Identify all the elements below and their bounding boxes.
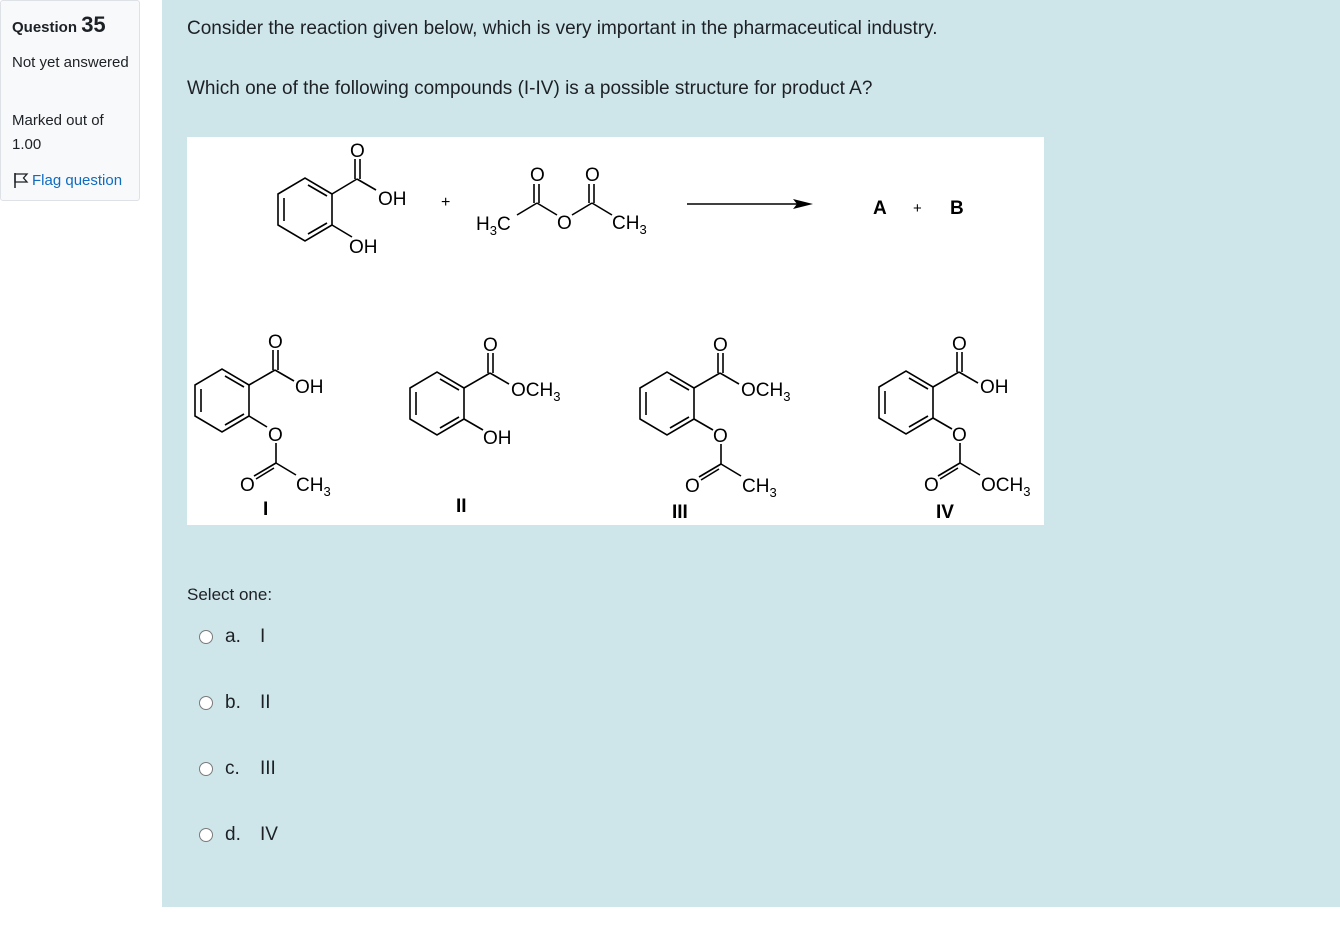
ciii-ester-o: O: [713, 426, 728, 447]
r2-o-right: O: [585, 165, 600, 186]
r2-ch3: $CH_3$: [612, 213, 647, 237]
cii-och3: $OCH_3$: [511, 380, 561, 404]
radio-option-c[interactable]: [199, 762, 213, 776]
compound-label-iv: IV: [936, 502, 954, 523]
option-c-letter: c.: [225, 758, 240, 779]
salicylic-acid-structure: [278, 159, 376, 241]
radio-option-a[interactable]: [199, 630, 213, 644]
reactant-plus: +: [441, 194, 451, 211]
ci-ch3: $CH_3$: [296, 475, 331, 499]
option-b-text: II: [260, 692, 271, 713]
option-a-letter: a.: [225, 626, 241, 647]
ciii-och3: $OCH_3$: [741, 380, 791, 404]
option-c-text: III: [260, 758, 276, 779]
r2-o-left: O: [530, 165, 545, 186]
ci-carbonyl-o: O: [268, 332, 283, 353]
compound-label-iii: III: [672, 502, 688, 523]
ci-ester-o: O: [268, 425, 283, 446]
question-state: Not yet answered: [12, 54, 129, 71]
option-a[interactable]: [199, 626, 265, 648]
civ-oh: OH: [980, 377, 1009, 398]
acetic-anhydride-structure: [517, 184, 612, 215]
reaction-figure: [187, 137, 1044, 525]
product-b: B: [950, 198, 964, 219]
r1-phenol-oh: OH: [349, 237, 378, 258]
compound-iii-structure: [640, 353, 741, 480]
option-d-letter: d.: [225, 824, 241, 845]
select-one-prompt: Select one:: [187, 585, 273, 604]
question-number: Question 35: [12, 12, 106, 37]
radio-option-b[interactable]: [199, 696, 213, 710]
flag-question-label: Flag question: [32, 171, 123, 189]
flag-icon: [12, 171, 30, 189]
civ-acyl-o: O: [924, 475, 939, 496]
civ-och3: $OCH_3$: [981, 475, 1031, 499]
reaction-arrow: [687, 199, 813, 209]
option-b[interactable]: [199, 692, 271, 714]
civ-ester-o: O: [952, 425, 967, 446]
option-a-text: I: [260, 626, 266, 647]
question-text: Consider the reaction given below, which is very important in the pharmaceutical industry.: [187, 18, 938, 39]
option-d[interactable]: [199, 824, 278, 846]
option-c[interactable]: [199, 758, 276, 780]
cii-carbonyl-o: O: [483, 335, 498, 356]
civ-carbonyl-o: O: [952, 334, 967, 355]
compound-label-i: I: [263, 499, 269, 520]
r1-carbonyl-o: O: [350, 141, 365, 162]
ci-oh: OH: [295, 377, 324, 398]
cii-oh: OH: [483, 428, 512, 449]
question-subtext: Which one of the following compounds (I-IV) is a possible structure for product A?: [187, 78, 873, 99]
option-b-letter: b.: [225, 692, 241, 713]
compound-ii-structure: [410, 353, 509, 435]
flag-question-link[interactable]: [12, 171, 122, 189]
ciii-acyl-o: O: [685, 476, 700, 497]
radio-option-d[interactable]: [199, 828, 213, 842]
product-a: A: [873, 198, 887, 219]
reaction-diagram: [187, 137, 1044, 525]
ciii-carbonyl-o: O: [713, 335, 728, 356]
compound-label-ii: II: [456, 496, 467, 517]
ciii-ch3: $CH_3$: [742, 476, 777, 500]
r2-h3c: $H_3C$: [476, 214, 511, 238]
option-d-text: IV: [260, 824, 278, 845]
product-plus: +: [913, 200, 922, 217]
question-info-panel: [0, 0, 140, 201]
compound-iv-structure: [879, 352, 980, 479]
r1-acid-oh: OH: [378, 189, 407, 210]
question-content: [162, 0, 1340, 907]
ci-acyl-o: O: [240, 475, 255, 496]
r2-bridge-o: O: [557, 213, 572, 234]
question-grade: Marked out of 1.00: [12, 112, 104, 153]
compound-i-structure: [195, 350, 296, 479]
